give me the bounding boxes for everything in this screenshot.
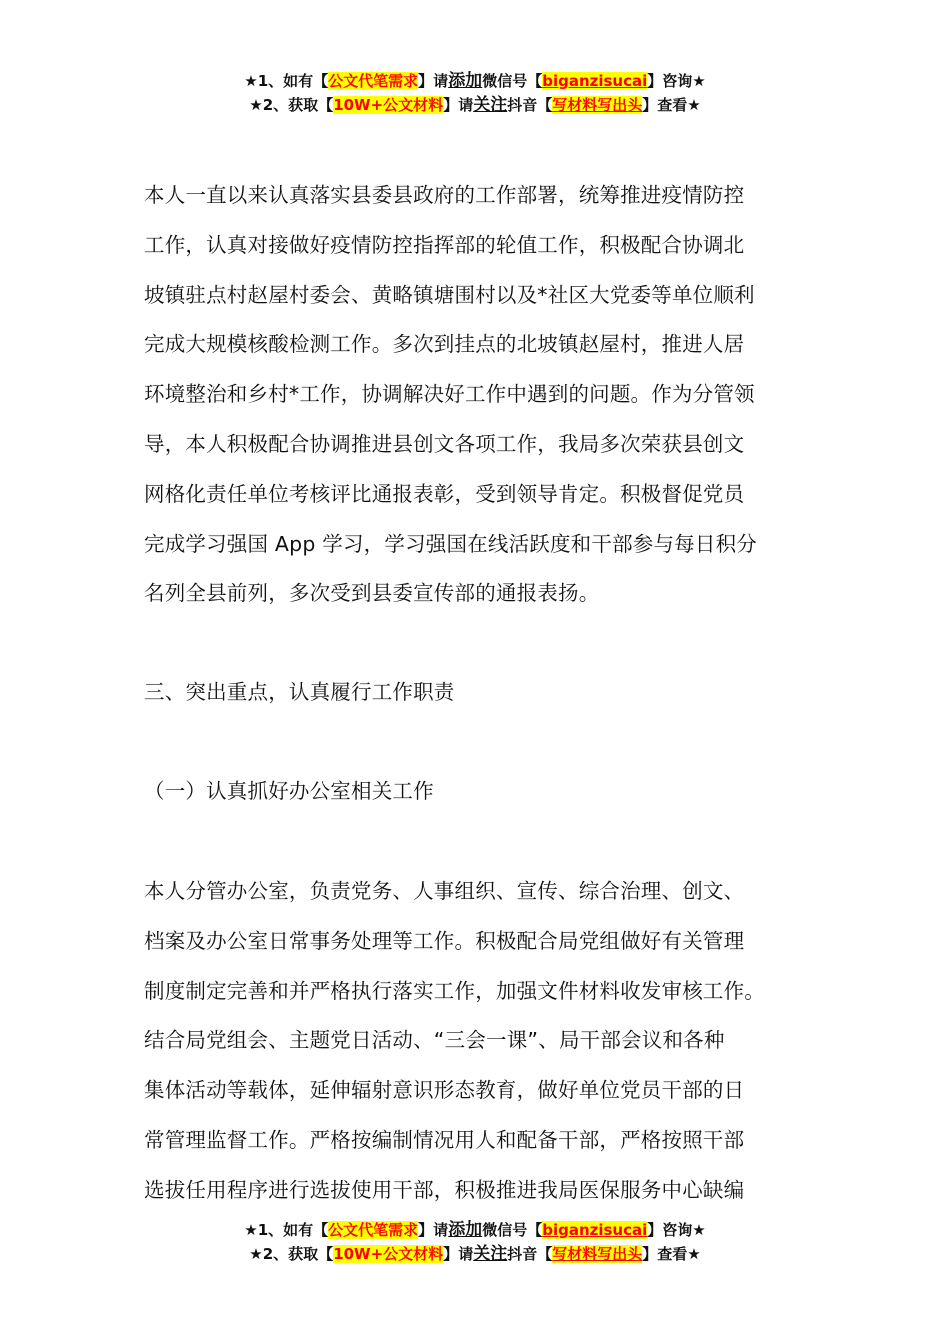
banner-line-2 xyxy=(0,93,950,117)
banner-emphasis: 添加 xyxy=(448,1220,483,1240)
banner-line-1 xyxy=(0,69,950,93)
text-line: 工作，认真对接做好疫情防控指挥部的轮值工作，积极配合协调北 xyxy=(144,232,745,257)
header-banner xyxy=(0,69,950,117)
wechat-id: biganzisucai xyxy=(542,72,648,90)
banner-highlight: 10W+公文材料 xyxy=(333,96,444,114)
footer-banner xyxy=(0,1218,950,1266)
banner-text: ★1、如有【 xyxy=(244,72,329,90)
banner-text: ★1、如有【 xyxy=(244,1221,329,1239)
text-line: 环境整治和乡村*工作，协调解决好工作中遇到的问题。作为分管领 xyxy=(144,382,755,407)
text-line: 坡镇驻点村赵屋村委会、黄略镇塘围村以及*社区大党委等单位顺利 xyxy=(144,282,755,307)
text-line: 选拔任用程序进行选拔使用干部，积极推进我局医保服务中心缺编 xyxy=(144,1177,745,1202)
banner-text: 】咨询★ xyxy=(647,72,706,90)
wechat-id: biganzisucai xyxy=(542,1221,648,1239)
banner-highlight: 10W+公文材料 xyxy=(333,1245,444,1263)
banner-text: 微信号【 xyxy=(482,72,543,90)
text-line: 网格化责任单位考核评比通报表彰，受到领导肯定。积极督促党员 xyxy=(144,481,745,506)
douyin-id: 写材料写出头 xyxy=(552,96,643,114)
text-line: 结合局党组会、主题党日活动、“三会一课”、局干部会议和各种 xyxy=(144,1028,725,1053)
banner-text: 】查看★ xyxy=(642,1245,701,1263)
text-line: 制度制定完善和并严格执行落实工作，加强文件材料收发审核工作。 xyxy=(144,978,765,1003)
text-line: 本人分管办公室，负责党务、人事组织、宣传、综合治理、创文、 xyxy=(144,879,745,903)
banner-text: ★2、获取【 xyxy=(249,96,334,114)
banner-line-2 xyxy=(0,1242,950,1266)
banner-emphasis: 添加 xyxy=(448,71,483,91)
banner-highlight: 公文代笔需求 xyxy=(328,1221,419,1239)
banner-text: 】请 xyxy=(443,1245,474,1263)
banner-text: 抖音【 xyxy=(507,1245,553,1263)
text-line: 本人一直以来认真落实县委县政府的工作部署，统筹推进疫情防控 xyxy=(144,183,745,207)
text-line: 常管理监督工作。严格按编制情况用人和配备干部，严格按照干部 xyxy=(144,1128,745,1152)
text-line: 档案及办公室日常事务处理等工作。积极配合局党组做好有关管理 xyxy=(144,928,745,953)
text-line: 完成学习强国 App 学习，学习强国在线活跃度和干部参与每日积分 xyxy=(144,531,757,556)
banner-text: 】咨询★ xyxy=(647,1221,706,1239)
banner-emphasis: 关注 xyxy=(473,1244,508,1264)
banner-text: 微信号【 xyxy=(482,1221,543,1239)
banner-text: 抖音【 xyxy=(507,96,553,114)
banner-text: 】请 xyxy=(443,96,474,114)
banner-text: 】请 xyxy=(418,1221,449,1239)
banner-highlight: 公文代笔需求 xyxy=(328,72,419,90)
banner-text: ★2、获取【 xyxy=(249,1245,334,1263)
text-line: 导，本人积极配合协调推进县创文各项工作，我局多次荣获县创文 xyxy=(144,432,745,456)
text-line: 集体活动等载体，延伸辐射意识形态教育，做好单位党员干部的日 xyxy=(144,1078,745,1103)
subsection-heading: （一）认真抓好办公室相关工作 xyxy=(144,779,434,803)
douyin-id: 写材料写出头 xyxy=(552,1245,643,1263)
text-line: 完成大规模核酸检测工作。多次到挂点的北坡镇赵屋村，推进人居 xyxy=(144,332,745,357)
banner-emphasis: 关注 xyxy=(473,95,508,115)
banner-line-1 xyxy=(0,1218,950,1242)
text-line: 名列全县前列，多次受到县委宣传部的通报表扬。 xyxy=(144,581,600,606)
banner-text: 】请 xyxy=(418,72,449,90)
section-heading: 三、突出重点，认真履行工作职责 xyxy=(144,680,455,704)
banner-text: 】查看★ xyxy=(642,96,701,114)
